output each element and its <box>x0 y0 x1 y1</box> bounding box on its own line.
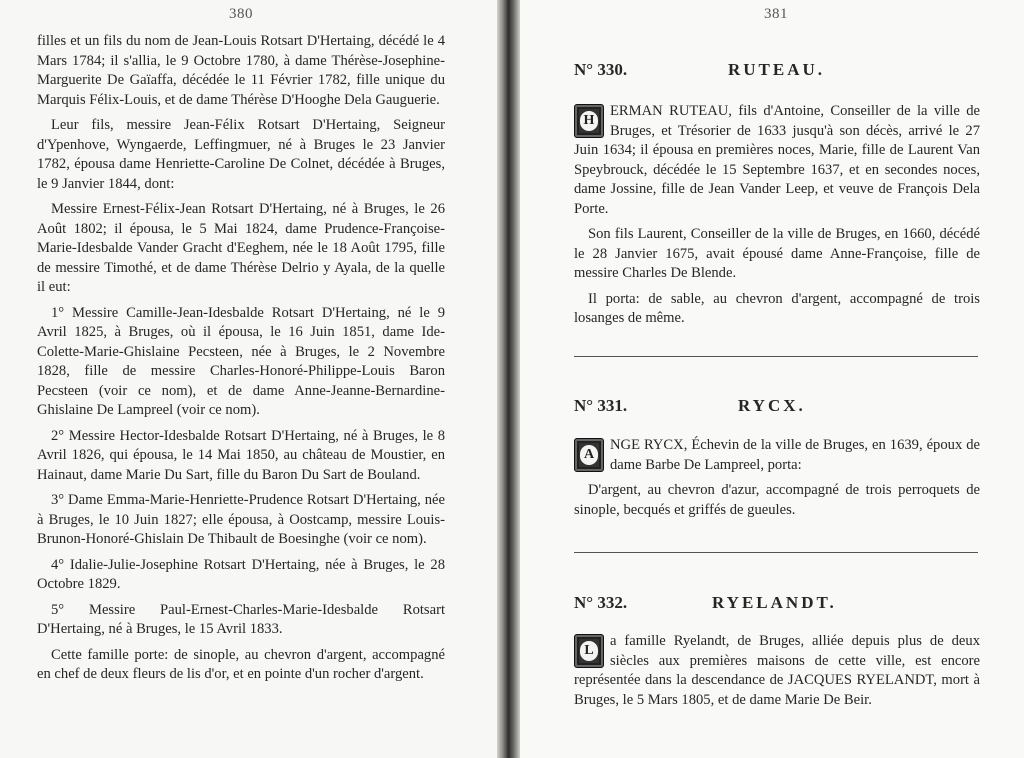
left-page <box>0 0 497 758</box>
paragraph: 3° Dame Emma-Marie-Henriette-Prudence Rotsart D'Hertaing, née à Bruges, le 10 Juin 1827; elle épousa, à Oostcamp, messire Louis-Brunon-Honoré-Ghislain De Thibault de Boesinghe (voir ce nom). <box>37 492 445 547</box>
paragraph <box>574 632 980 710</box>
entry-body-332 <box>574 632 980 716</box>
paragraph-text: NGE RYCX, Échevin de la ville de Bruges, en 1639, époux de dame Barbe De Lampreel, porta: <box>610 437 980 473</box>
section-divider <box>574 552 978 553</box>
paragraph: Il porta: de sable, au chevron d'argent, accompagné de trois losanges de même. <box>574 290 980 326</box>
paragraph: 4° Idalie-Julie-Josephine Rotsart D'Hertaing, née à Bruges, le 28 Octobre 1829. <box>37 556 445 592</box>
ornamental-initial-icon <box>574 104 604 138</box>
paragraph: 1° Messire Camille-Jean-Idesbalde Rotsart D'Hertaing, né le 9 Avril 1825, à Bruges, où il épousa, le 16 Juin 1851, dame Ide-Colette-Marie-Ghislaine Pecsteen, née à Bruges, le 2 Novembre 1828, fille de messire Charles-Honoré-Philippe-Louis Baron Pecsteen (voir ce nom), et de dame Anne-Jeanne-Bernardine-Ghislaine De Lampreel (voir ce nom). <box>37 304 445 418</box>
initial-letter: H <box>580 111 598 131</box>
paragraph: Messire Ernest-Félix-Jean Rotsart D'Hertaing, né à Bruges, le 26 Août 1802; il épousa, le 5 Mai 1824, dame Prudence-Françoise-Marie-Idesbalde Vander Gracht d'Eeghem, née le 18 Août 1795, fille de messire Timothé, et de dame Thérèse Delrio y Ayala, de la quelle il eut: <box>37 201 445 295</box>
entry-body-331 <box>574 436 980 526</box>
page-number-left: 380 <box>229 6 253 22</box>
paragraph: 2° Messire Hector-Idesbalde Rotsart D'Hertaing, né à Bruges, le 8 Avril 1826, qui épousa, le 14 Mai 1850, au château de Moustier, en Hainaut, dame Marie Du Sart, fille du Baron Du Sart de Bouland. <box>37 427 445 483</box>
paragraph-text: a famille Ryelandt, de Bruges, alliée depuis plus de deux siècles aux premières maisons de cette ville, est encore représentée dans la descendance de JACQUES RYELANDT, mort à Bruges, le 5 Mars 1805, et de dame Marie De Beir. <box>574 633 980 708</box>
paragraph: D'argent, au chevron d'azur, accompagné de trois perroquets de sinople, becqués et griffés de gueules. <box>574 482 980 518</box>
paragraph: 5° Messire Paul-Ernest-Charles-Marie-Idesbalde Rotsart D'Hertaing, né à Bruges, le 15 Avril 1833. <box>37 601 445 637</box>
section-divider <box>574 356 978 357</box>
paragraph: Leur fils, messire Jean-Félix Rotsart D'Hertaing, Seigneur d'Ypenhove, Wyngaerde, Leffingmuer, né à Bruges le 23 Janvier 1782, épousa dame Henriette-Caroline De Colnet, décédée à Bruges, le 9 Janvier 1844, dont: <box>37 117 445 192</box>
page-number-right: 381 <box>764 6 788 22</box>
entry-family-name: RYELANDT. <box>712 593 837 612</box>
entry-number: N° 330. <box>574 60 628 79</box>
ornamental-initial-icon <box>574 438 604 472</box>
right-page <box>520 0 1024 758</box>
paragraph: filles et un fils du nom de Jean-Louis Rotsart D'Hertaing, décédé le 4 Mars 1784; il s'allia, le 9 Octobre 1780, à dame Thérèse-Josephine-Marguerite De Gaïaffa, décédée le 11 Février 1782, fille unique du Marquis Félix-Louis, et de dame Thérèse D'Hooghe Dela Gauguerie. <box>37 33 445 108</box>
paragraph: Cette famille porte: de sinople, au chevron d'argent, accompagné en chef de deux fleurs de lis d'or, et en pointe d'un rocher d'argent. <box>37 646 445 682</box>
entry-family-name: RYCX. <box>738 396 806 415</box>
book-gutter <box>497 0 520 758</box>
entry-family-name: RUTEAU. <box>728 60 826 79</box>
paragraph <box>574 102 980 219</box>
paragraph <box>574 436 980 475</box>
entry-number: N° 332. <box>574 593 628 612</box>
paragraph-text: ERMAN RUTEAU, fils d'Antoine, Conseiller de la ville de Bruges, et Trésorier de 1633 jusqu'à son décès, arrivé le 27 Juin 1634; il épousa en premières noces, Marie, fille de Laurent Van Speybrouck, décédée le 15 Septembre 1637, et en secondes noces, dame Jossine, fille de Jean Vander Leep, et veuve de François Dela Porte. <box>574 103 980 217</box>
ornamental-initial-icon <box>574 634 604 668</box>
initial-letter: A <box>580 445 598 465</box>
paragraph: Son fils Laurent, Conseiller de la ville de Bruges, en 1660, décédé le 28 Janvier 1675, avait épousé dame Anne-Françoise, fille de messire Charles De Blende. <box>574 226 980 281</box>
entry-number: N° 331. <box>574 396 628 415</box>
initial-letter: L <box>580 641 598 661</box>
entry-body-330 <box>574 102 980 335</box>
left-page-text <box>37 32 445 691</box>
